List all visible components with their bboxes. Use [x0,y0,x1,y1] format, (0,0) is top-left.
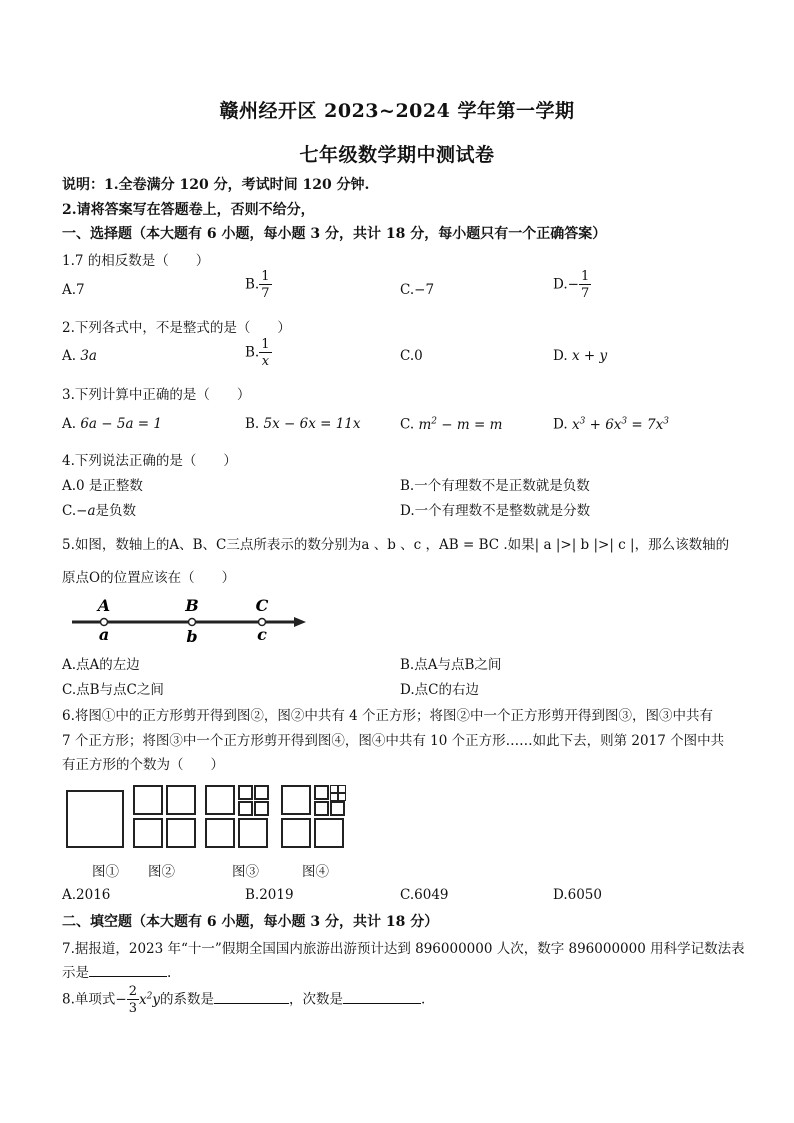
small-square [254,785,269,800]
q6-stem-line2: 7 个正方形；将图③中一个正方形剪开得到图④，图④中共有 10 个正方形……如此下去，则第 2017 个图中共 [62,733,725,749]
q7-stem-line2 [62,961,171,981]
q7-stem-line1: 7.据报道，2023 年“十一”假期全国国内旅游出游预计达到 896000000 人次，数字 896000000 用科学记数法表 [62,941,745,957]
exponent: 2 [431,416,437,426]
answer-blank [214,991,289,1004]
instructions-line1: 说明：1.全卷满分 120 分，考试时间 120 分钟. [62,177,370,193]
q7-stem-text: 示是 [62,965,89,981]
instructions-line2: 2.请将答案写在答题卷上，否则不给分， [62,202,315,218]
q2-option-d-prefix: D. [553,348,568,364]
q2-option-a-prefix: A. [62,348,77,364]
q3-option-a-expr: 6a − 5a = 1 [80,416,162,432]
q5-stem-line1: 5.如图，数轴上的A、B、C三点所表示的数分别为a 、b 、c ，AB = BC .如果| a |>| b |>| c |，那么该数轴的 [62,537,730,553]
square [205,818,235,848]
small-square [238,801,253,816]
q4-option-d: D.一个有理数不是整数就是分数 [400,503,591,519]
q4-option-c-expr: −a [76,503,96,519]
q8-prefix: 8.单项式− [62,991,127,1008]
square [133,818,163,848]
exponent: 3 [579,416,586,426]
exponent: 3 [663,416,669,426]
q1-option-b-fraction [259,270,271,300]
small-square [314,801,329,816]
square [133,785,163,815]
q3-option-c [400,416,502,433]
q2-stem: 2.下列各式中，不是整式的是（ ） [62,320,291,336]
arrow-head-icon [294,617,306,627]
square [166,785,196,815]
q6-option-c: C.6049 [400,887,449,903]
q5-stem-line2: 原点O的位置应该在（ ） [62,570,236,586]
expr-part: − m = m [436,416,503,433]
denominator: 7 [580,286,590,301]
small-square [254,801,269,816]
q8-expr [139,992,160,1008]
q6-stem-line3: 有正方形的个数为（ ） [62,757,224,773]
q3-option-b-expr: 5x − 6x = 11x [263,416,361,432]
q1-option-d-prefix: D.− [553,276,579,293]
q1-option-a: A.7 [62,282,85,298]
expr-part: x [138,991,147,1008]
label-lower-a: a [98,625,110,644]
q2-option-d [553,348,607,364]
q8-end: . [420,991,426,1008]
figure-3-label: 图③ [232,864,259,880]
q2-option-b-fraction [259,338,271,368]
q4-option-c-prefix: C. [62,503,77,519]
small-square [314,785,329,800]
q7-end: . [167,965,172,981]
q3-option-b-prefix: B. [245,416,260,432]
q8-mid: 的系数是 [159,991,214,1008]
exponent: 3 [621,416,628,426]
q5-option-c: C.点B与点C之间 [62,682,164,698]
answer-blank [89,964,167,977]
figure-1-label: 图① [92,864,119,880]
expr-part: x [571,416,580,433]
q1-option-b [245,270,272,300]
q5-option-b: B.点A与点B之间 [400,657,502,673]
q4-option-c [62,499,136,519]
q3-option-b [245,416,361,432]
small-square [238,785,253,800]
number-line-figure [70,594,310,648]
section1-heading: 一、选择题（本大题有 6 小题，每小题 3 分，共计 18 分，每小题只有一个正确答案） [62,226,607,242]
q6-option-d: D.6050 [553,887,602,903]
q6-option-b: B.2019 [245,887,294,903]
q6-stem-line1: 6.将图①中的正方形剪开得到图②，图②中共有 4 个正方形；将图②中一个正方形剪开得到图③，图③中共有 [62,708,714,724]
tiny-square [330,785,338,793]
q1-stem: 1.7 的相反数是（ ） [62,253,210,269]
q2-option-b-prefix: B. [245,344,260,361]
big-square [66,790,124,848]
q3-stem: 3.下列计算中正确的是（ ） [62,387,251,403]
expr-part: m [418,416,432,433]
numerator: 1 [261,337,270,352]
q3-option-a [62,416,162,432]
q8-stem [62,985,425,1015]
label-lower-c: c [257,625,267,644]
expr-part: + 6x [585,416,622,433]
denominator: x [261,354,270,369]
square [166,818,196,848]
figure-2-label: 图② [148,864,175,880]
q4-option-c-suffix: 是负数 [95,503,137,519]
square [314,818,344,848]
q4-stem: 4.下列说法正确的是（ ） [62,453,237,469]
q3-option-c-expr [418,417,502,433]
tiny-square [338,793,346,801]
exam-title-line1: 赣州经开区 2023~2024 学年第一学期 [219,100,575,122]
q3-option-d-expr [572,417,669,433]
q1-option-b-prefix: B. [245,276,260,293]
numerator: 2 [128,984,137,999]
q2-option-b [245,338,272,368]
square [238,818,268,848]
small-square [330,801,345,816]
denominator: 7 [261,286,270,301]
square [281,818,311,848]
exam-title-line2: 七年级数学期中测试卷 [299,144,495,166]
label-lower-b: b [186,627,198,646]
q4-option-a: A.0 是正整数 [62,478,143,494]
q3-option-d [553,416,669,433]
square [281,785,311,815]
q3-option-c-prefix: C. [400,416,415,433]
expr-part: = 7x [627,416,664,433]
numerator: 1 [580,269,590,284]
label-upper-b: B [185,596,199,615]
q1-option-d [553,270,591,300]
q4-option-b: B.一个有理数不是正数就是负数 [400,478,590,494]
answer-blank [343,991,421,1004]
q8-mid2: ，次数是 [288,991,343,1008]
tiny-square [338,785,346,793]
label-upper-c: C [255,596,269,615]
exponent: 2 [146,991,153,1001]
q2-option-d-expr: x + y [571,348,608,364]
q5-option-d: D.点C的右边 [400,682,479,698]
q2-option-a [62,348,97,364]
label-upper-a: A [97,596,111,615]
q3-option-d-prefix: D. [553,416,568,433]
square [205,785,235,815]
figure-4-label: 图④ [302,864,329,880]
q6-option-a: A.2016 [62,887,111,903]
denominator: 3 [128,1001,137,1016]
expr-part: y [152,991,160,1008]
q3-option-a-prefix: A. [62,416,77,432]
q5-option-a: A.点A的左边 [62,657,140,673]
q8-fraction [127,985,139,1015]
tiny-square [330,793,338,801]
q1-option-d-fraction [579,270,591,300]
point-b-marker [189,619,196,626]
q2-option-c: C.0 [400,348,423,364]
numerator: 1 [261,269,270,284]
q1-option-c: C.−7 [400,282,435,298]
section2-heading: 二、填空题（本大题有 6 小题，每小题 3 分，共计 18 分） [62,914,439,930]
q2-option-a-expr: 3a [80,348,97,364]
